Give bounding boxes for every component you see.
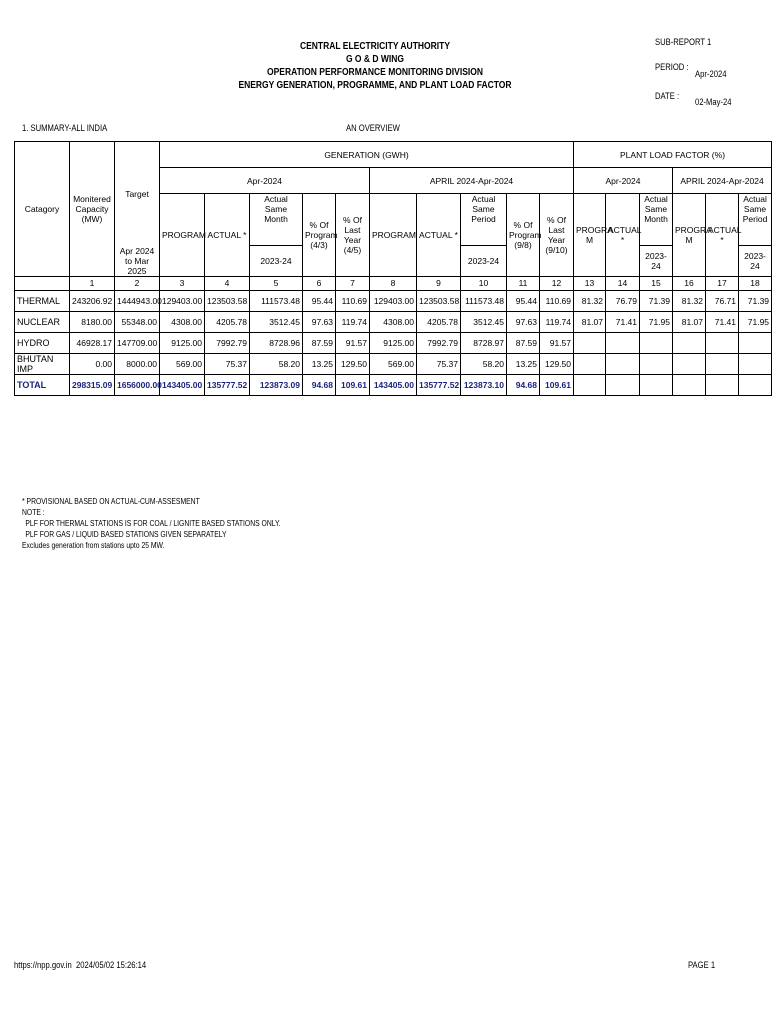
actual-header: ACTUAL *	[205, 194, 250, 277]
note-3: Excludes generation from stations upto 25 MW.	[22, 541, 165, 550]
capacity-header: Monitered Capacity (MW)	[70, 142, 115, 277]
plf-actual-period-header: ACTUAL *	[706, 194, 739, 277]
table-cell: 129.50	[336, 353, 370, 374]
column-number: 5	[250, 276, 303, 290]
note-2: PLF FOR GAS / LIQUID BASED STATIONS GIVEN SEPARATELY	[25, 530, 227, 539]
table-cell: 7992.79	[417, 332, 461, 353]
generation-header: GENERATION (GWH)	[160, 142, 574, 168]
program-header: PROGRAM	[160, 194, 205, 277]
table-cell	[574, 374, 606, 395]
table-cell: 8180.00	[70, 311, 115, 332]
table-cell: 95.44	[507, 290, 540, 311]
table-cell: 243206.92	[70, 290, 115, 311]
section-title: 1. SUMMARY-ALL INDIA	[22, 123, 108, 133]
prev-year-month-label: 2023-24	[250, 246, 303, 277]
table-cell	[739, 353, 772, 374]
table-cell	[706, 353, 739, 374]
source-link[interactable]: https://npp.gov.in	[14, 960, 72, 970]
table-cell: 109.61	[336, 374, 370, 395]
table-cell: 8728.96	[250, 332, 303, 353]
table-cell: 8728.97	[461, 332, 507, 353]
table-cell: 9125.00	[160, 332, 205, 353]
table-cell: 4205.78	[417, 311, 461, 332]
table-row	[15, 311, 772, 332]
table-cell: 76.79	[606, 290, 640, 311]
table-cell: 58.20	[250, 353, 303, 374]
prev-year-period-label: 2023-24	[461, 246, 507, 277]
actual-period-header: ACTUAL *	[417, 194, 461, 277]
column-number: 18	[739, 276, 772, 290]
note-label: NOTE :	[22, 508, 45, 517]
table-cell	[574, 332, 606, 353]
table-cell: 46928.17	[70, 332, 115, 353]
table-cell: 123503.58	[205, 290, 250, 311]
table-cell: 569.00	[160, 353, 205, 374]
table-cell: 109.61	[540, 374, 574, 395]
table-row	[15, 290, 772, 311]
table-cell: 71.95	[640, 311, 673, 332]
table-cell: 7992.79	[205, 332, 250, 353]
column-number: 10	[461, 276, 507, 290]
table-cell: 3512.45	[461, 311, 507, 332]
table-cell	[606, 374, 640, 395]
column-number: 1	[70, 276, 115, 290]
table-cell: 123873.10	[461, 374, 507, 395]
table-cell: 123873.09	[250, 374, 303, 395]
actual-same-period-header: Actual Same Period	[461, 194, 507, 246]
column-number: 11	[507, 276, 540, 290]
header-line-4: ENERGY GENERATION, PROGRAMME, AND PLANT LOAD FACTOR	[238, 80, 512, 91]
table-cell: 97.63	[507, 311, 540, 332]
row-category: BHUTAN IMP	[15, 353, 70, 374]
data-rows	[15, 290, 772, 395]
provisional-note: * PROVISIONAL BASED ON ACTUAL-CUM-ASSESMENT	[22, 497, 200, 506]
period-range-label: APRIL 2024-Apr-2024	[370, 168, 574, 194]
table-cell	[739, 332, 772, 353]
table-cell: 71.95	[739, 311, 772, 332]
table-cell	[706, 332, 739, 353]
table-cell: 13.25	[507, 353, 540, 374]
table-cell: 4205.78	[205, 311, 250, 332]
table-cell: 81.32	[673, 290, 706, 311]
table-cell: 1656000.00	[115, 374, 160, 395]
header-line-1: CENTRAL ELECTRICITY AUTHORITY	[299, 41, 450, 52]
target-period-label: Apr 2024 to Mar 2025	[115, 246, 160, 277]
header-line-2: G O & D WING	[345, 54, 405, 65]
column-number: 13	[574, 276, 606, 290]
table-cell: 58.20	[461, 353, 507, 374]
plf-prev-year-period-label: 2023-24	[739, 246, 772, 277]
table-row	[15, 332, 772, 353]
table-row	[15, 353, 772, 374]
column-number: 8	[370, 276, 417, 290]
table-cell: 0.00	[70, 353, 115, 374]
pct-last-year-month-header: % Of Last Year (4/5)	[336, 194, 370, 277]
table-cell: 81.32	[574, 290, 606, 311]
table-cell: 71.39	[739, 290, 772, 311]
plf-period-label: APRIL 2024-Apr-2024	[673, 168, 772, 194]
table-cell	[640, 332, 673, 353]
table-cell: 81.07	[574, 311, 606, 332]
table-cell: 91.57	[336, 332, 370, 353]
table-cell: 4308.00	[160, 311, 205, 332]
table-cell: 87.59	[303, 332, 336, 353]
table-cell: 298315.09	[70, 374, 115, 395]
column-number: 3	[160, 276, 205, 290]
pct-program-month-header: % Of Program (4/3)	[303, 194, 336, 277]
column-number: 4	[205, 276, 250, 290]
table-cell: 95.44	[303, 290, 336, 311]
table-row	[15, 374, 772, 395]
pct-last-year-period-header: % Of Last Year (9/10)	[540, 194, 574, 277]
table-cell: 135777.52	[417, 374, 461, 395]
table-cell	[640, 374, 673, 395]
plf-same-month-header: Actual Same Month	[640, 194, 673, 246]
table-cell: 81.07	[673, 311, 706, 332]
table-cell: 97.63	[303, 311, 336, 332]
note-1: PLF FOR THERMAL STATIONS IS FOR COAL / LIGNITE BASED STATIONS ONLY.	[25, 519, 281, 528]
target-header: Target	[115, 142, 160, 246]
table-cell: 111573.48	[250, 290, 303, 311]
table-cell: 3512.45	[250, 311, 303, 332]
row-category: NUCLEAR	[15, 311, 70, 332]
column-number-row	[15, 276, 772, 290]
plf-month-label: Apr-2024	[574, 168, 673, 194]
table-cell: 94.68	[303, 374, 336, 395]
sub-report-label: SUB-REPORT 1	[655, 37, 712, 47]
column-number: 7	[336, 276, 370, 290]
table-cell	[640, 353, 673, 374]
footer-source	[14, 960, 146, 970]
date-label: DATE :	[655, 91, 680, 101]
plf-same-period-header: Actual Same Period	[739, 194, 772, 246]
summary-table	[14, 141, 772, 396]
table-cell: 4308.00	[370, 311, 417, 332]
column-number: 16	[673, 276, 706, 290]
row-category: THERMAL	[15, 290, 70, 311]
column-number: 15	[640, 276, 673, 290]
table-cell: 13.25	[303, 353, 336, 374]
table-cell: 110.69	[540, 290, 574, 311]
table-cell: 129403.00	[160, 290, 205, 311]
table-cell: 8000.00	[115, 353, 160, 374]
table-cell: 55348.00	[115, 311, 160, 332]
table-cell	[673, 353, 706, 374]
date-value: 02-May-24	[695, 97, 732, 107]
plf-actual-month-header: ACTUAL *	[606, 194, 640, 277]
table-cell: 75.37	[417, 353, 461, 374]
category-header: Catagory	[15, 142, 70, 277]
page-number: PAGE 1	[688, 960, 716, 970]
table-cell: 71.39	[640, 290, 673, 311]
table-cell: 1444943.00	[115, 290, 160, 311]
table-cell: 135777.52	[205, 374, 250, 395]
table-cell: 71.41	[706, 311, 739, 332]
column-number: 14	[606, 276, 640, 290]
period-value: Apr-2024	[695, 69, 727, 79]
plf-prev-year-month-label: 2023-24	[640, 246, 673, 277]
table-cell: 119.74	[540, 311, 574, 332]
table-cell: 91.57	[540, 332, 574, 353]
plf-header: PLANT LOAD FACTOR (%)	[574, 142, 772, 168]
table-cell	[739, 374, 772, 395]
table-cell: 110.69	[336, 290, 370, 311]
program-period-header: PROGRAM	[370, 194, 417, 277]
column-number: 9	[417, 276, 461, 290]
table-cell: 129.50	[540, 353, 574, 374]
table-cell	[574, 353, 606, 374]
table-cell: 147709.00	[115, 332, 160, 353]
column-number-spacer	[15, 276, 70, 290]
table-cell: 143405.00	[370, 374, 417, 395]
actual-same-month-header: Actual Same Month	[250, 194, 303, 246]
column-number: 12	[540, 276, 574, 290]
footer-timestamp: 2024/05/02 15:26:14	[75, 960, 147, 970]
column-number: 2	[115, 276, 160, 290]
table-cell	[606, 332, 640, 353]
table-cell: 87.59	[507, 332, 540, 353]
table-cell: 569.00	[370, 353, 417, 374]
row-category: HYDRO	[15, 332, 70, 353]
pct-program-period-header: % Of Program (9/8)	[507, 194, 540, 277]
table-cell	[706, 374, 739, 395]
plf-program-period-header: PROGRA M	[673, 194, 706, 277]
table-cell: 129403.00	[370, 290, 417, 311]
row-category: TOTAL	[15, 374, 70, 395]
table-cell: 111573.48	[461, 290, 507, 311]
plf-program-month-header: PROGRA M	[574, 194, 606, 277]
column-number: 6	[303, 276, 336, 290]
header-line-3: OPERATION PERFORMANCE MONITORING DIVISION	[267, 67, 483, 78]
table-cell	[673, 332, 706, 353]
table-cell: 123503.58	[417, 290, 461, 311]
table-cell: 94.68	[507, 374, 540, 395]
table-cell: 9125.00	[370, 332, 417, 353]
table-cell: 119.74	[336, 311, 370, 332]
table-cell: 75.37	[205, 353, 250, 374]
table-cell: 76.71	[706, 290, 739, 311]
period-label: PERIOD :	[655, 62, 689, 72]
table-cell	[606, 353, 640, 374]
table-cell: 143405.00	[160, 374, 205, 395]
notes-block	[22, 496, 281, 551]
table-cell	[673, 374, 706, 395]
table-cell: 71.41	[606, 311, 640, 332]
report-header	[226, 40, 524, 92]
month-label: Apr-2024	[160, 168, 370, 194]
section-subtitle: AN OVERVIEW	[346, 123, 400, 133]
column-number: 17	[706, 276, 739, 290]
